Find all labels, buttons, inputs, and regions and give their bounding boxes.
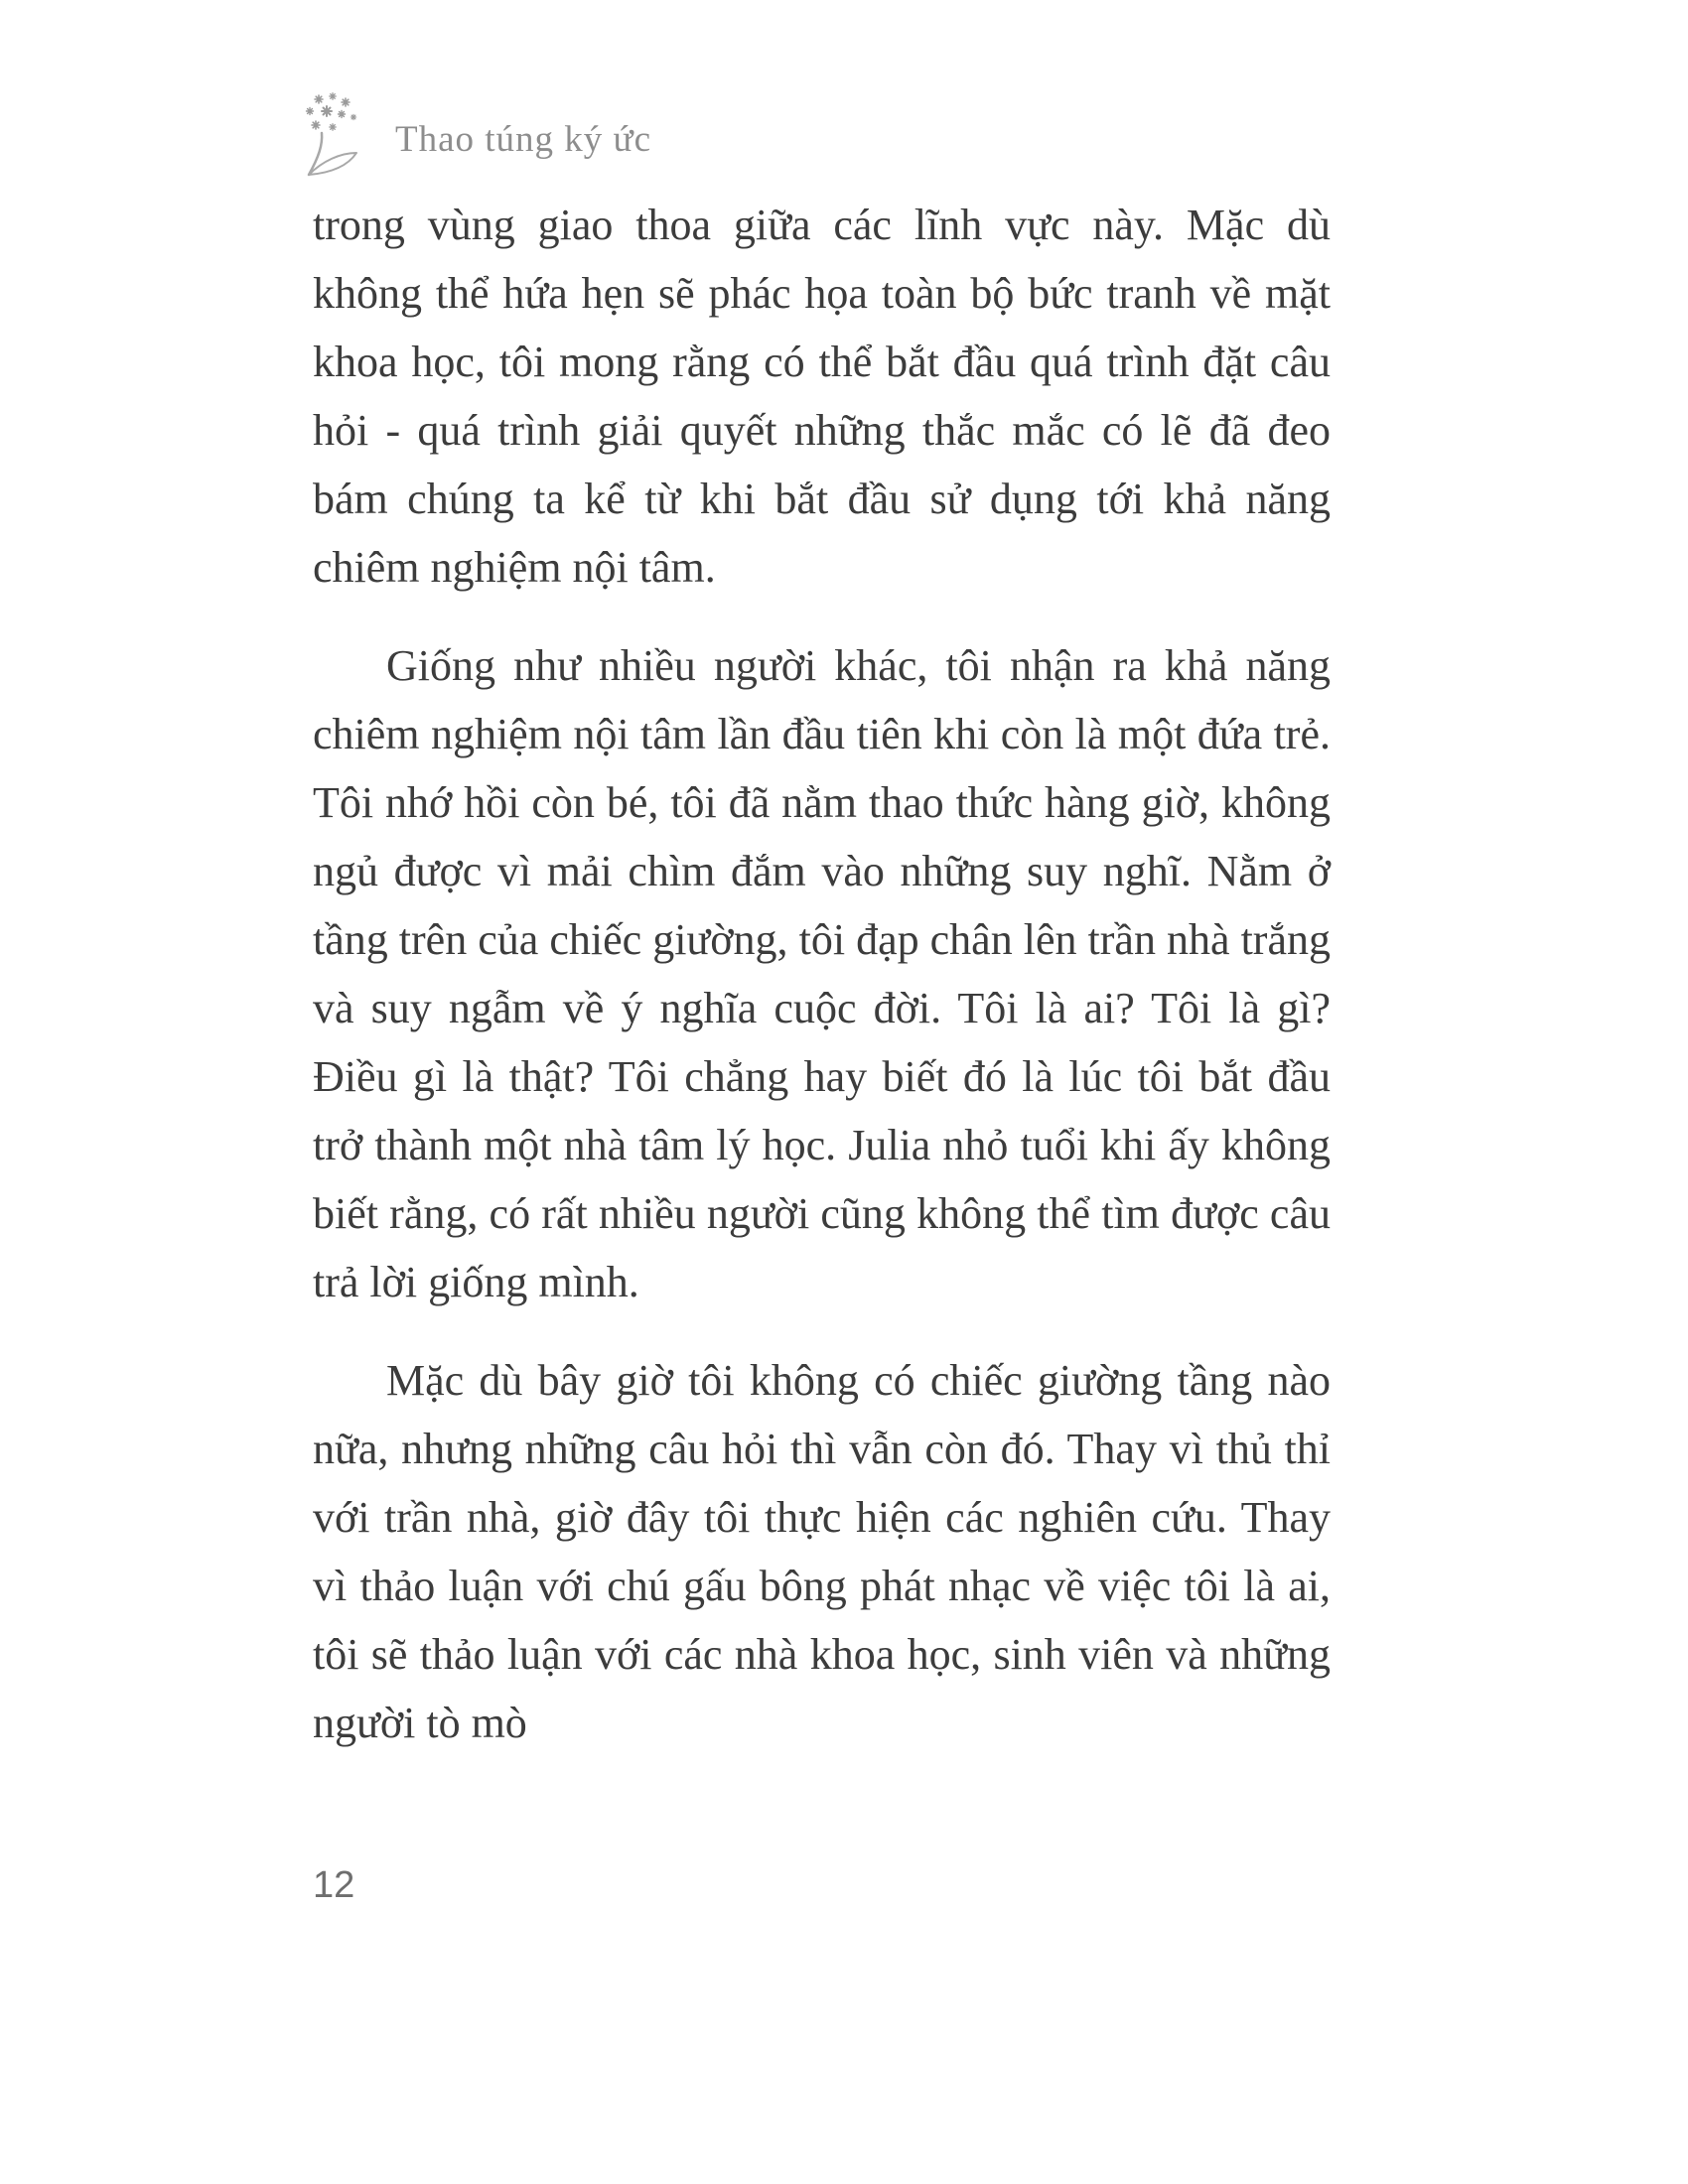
paragraph: Mặc dù bây giờ tôi không có chiếc giường tầng nào nữa, nhưng những câu hỏi thì vẫn còn đó. Thay vì thủ thỉ với trần nhà, giờ đây tôi thực hiện các nghiên cứu. Thay vì thảo luận với chú gấu bông phát nhạc về việc tôi là ai, tôi sẽ thảo luận với các nhà khoa học, sinh viên và những người tò mò bbox=[313, 1356, 1331, 1747]
paragraph: trong vùng giao thoa giữa các lĩnh vực này. Mặc dù không thể hứa hẹn sẽ phác họa toàn bộ bức tranh về mặt khoa học, tôi mong rằng có thể bắt đầu quá trình đặt câu hỏi - quá trình giải quyết những thắc mắc có lẽ đã đeo bám chúng ta kể từ khi bắt đầu sử dụng tới khả năng chiêm nghiệm nội tâm. bbox=[313, 201, 1331, 592]
page-header bbox=[288, 87, 651, 181]
dandelion-icon bbox=[288, 87, 379, 181]
paragraph: Giống như nhiều người khác, tôi nhận ra khả năng chiêm nghiệm nội tâm lần đầu tiên khi còn là một đứa trẻ. Tôi nhớ hồi còn bé, tôi đã nằm thao thức hàng giờ, không ngủ được vì mải chìm đắm vào những suy nghĩ. Nằm ở tầng trên của chiếc giường, tôi đạp chân lên trần nhà trắng và suy ngẫm về ý nghĩa cuộc đời. Tôi là ai? Tôi là gì? Điều gì là thật? Tôi chẳng hay biết đó là lúc tôi bắt đầu trở thành một nhà tâm lý học. Julia nhỏ tuổi khi ấy không biết rằng, có rất nhiều người cũng không thể tìm được câu trả lời giống mình. bbox=[313, 641, 1331, 1306]
book-title: Thao túng ký ức bbox=[395, 118, 652, 160]
body-text bbox=[313, 191, 1331, 1757]
page-number: 12 bbox=[313, 1864, 355, 1906]
